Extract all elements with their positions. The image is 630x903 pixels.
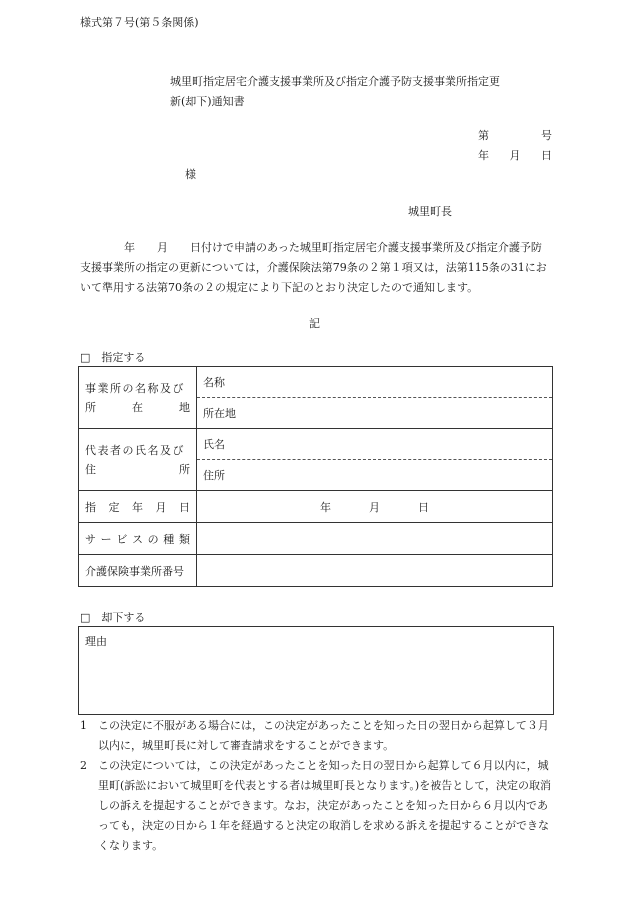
issue-month: 月	[509, 149, 521, 162]
note-number: 1	[80, 719, 87, 732]
insurer-number-label-cell	[79, 555, 197, 587]
office-label-cell: 事業所の名称及び 所 在 地	[79, 367, 197, 429]
date-label: 指 定 年 月 日	[85, 500, 190, 514]
reject-option[interactable]: □ 却下する	[80, 611, 146, 624]
number-prefix: 第	[478, 129, 489, 142]
office-name-label: 名称	[203, 376, 225, 389]
reason-box[interactable]	[78, 626, 554, 715]
document-number-block	[478, 126, 552, 166]
service-value-cell[interactable]	[197, 523, 553, 555]
rep-label-cell: 代表者の氏名及び 住 所	[79, 429, 197, 491]
body-paragraph: 年 月 日付けで申請のあった城里町指定居宅介護支援事業所及び指定介護予防支援事業所の指定の更新については，介護保険法第79条の２第１項又は，法第115条の31において準用する法第70条の２の規定により下記のとおり決定したので通知します。	[80, 241, 547, 294]
issue-day: 日	[541, 149, 552, 162]
rep-name-cell[interactable]	[197, 429, 553, 460]
note-text: この決定については，この決定があったことを知った日の翌日から起算して６月以内に，城里町(訴訟において城里町を代表とする者は城里町長となります。)を被告として，決定の取消しの訴えを提起することができます。なお，決定があったことを知った日から６月以内であっても，決定の日から１年を経過すると決定の取消しを求める訴えを提起することができなくなります。	[98, 759, 551, 852]
office-address-cell[interactable]	[197, 398, 553, 429]
office-address-label: 所在地	[203, 407, 236, 420]
form-number: 様式第７号(第５条関係)	[80, 16, 199, 29]
number-suffix: 号	[541, 129, 552, 142]
title-line-1: 城里町指定居宅介護支援事業所及び指定介護予防支援事業所指定更	[170, 75, 500, 88]
document-title	[170, 72, 500, 112]
issuer-name: 城里町長	[408, 205, 452, 218]
date-label-cell	[79, 491, 197, 523]
date-month: 月	[369, 500, 380, 514]
title-line-2: 新(却下)通知書	[170, 95, 245, 108]
addressee-honorific: 様	[185, 168, 196, 181]
rep-name-label: 氏名	[203, 438, 225, 451]
ki-heading: 記	[309, 317, 320, 330]
service-label-cell	[79, 523, 197, 555]
office-label-line1: 事業所の名称及び	[85, 381, 185, 395]
designation-table	[78, 366, 553, 587]
issue-year: 年	[478, 149, 489, 162]
rep-address-cell[interactable]	[197, 460, 553, 491]
rep-address-label: 住所	[203, 469, 225, 482]
notes-section	[80, 716, 555, 856]
date-day: 日	[418, 500, 429, 514]
insurer-number-label: 介護保険事業所番号	[85, 564, 184, 578]
date-year: 年	[320, 500, 331, 514]
service-label: サ ー ビ ス の 種 類	[85, 532, 190, 546]
note-item	[80, 716, 555, 756]
note-item	[80, 756, 555, 856]
reason-label: 理由	[85, 635, 107, 648]
designate-option[interactable]: □ 指定する	[80, 351, 146, 364]
insurer-number-value-cell[interactable]	[197, 555, 553, 587]
date-value-cell[interactable]	[197, 491, 553, 523]
note-text: この決定に不服がある場合には，この決定があったことを知った日の翌日から起算して３月以内に，城里町長に対して審査請求をすることができます。	[98, 719, 549, 752]
note-number: 2	[80, 759, 87, 772]
office-name-cell[interactable]	[197, 367, 553, 398]
